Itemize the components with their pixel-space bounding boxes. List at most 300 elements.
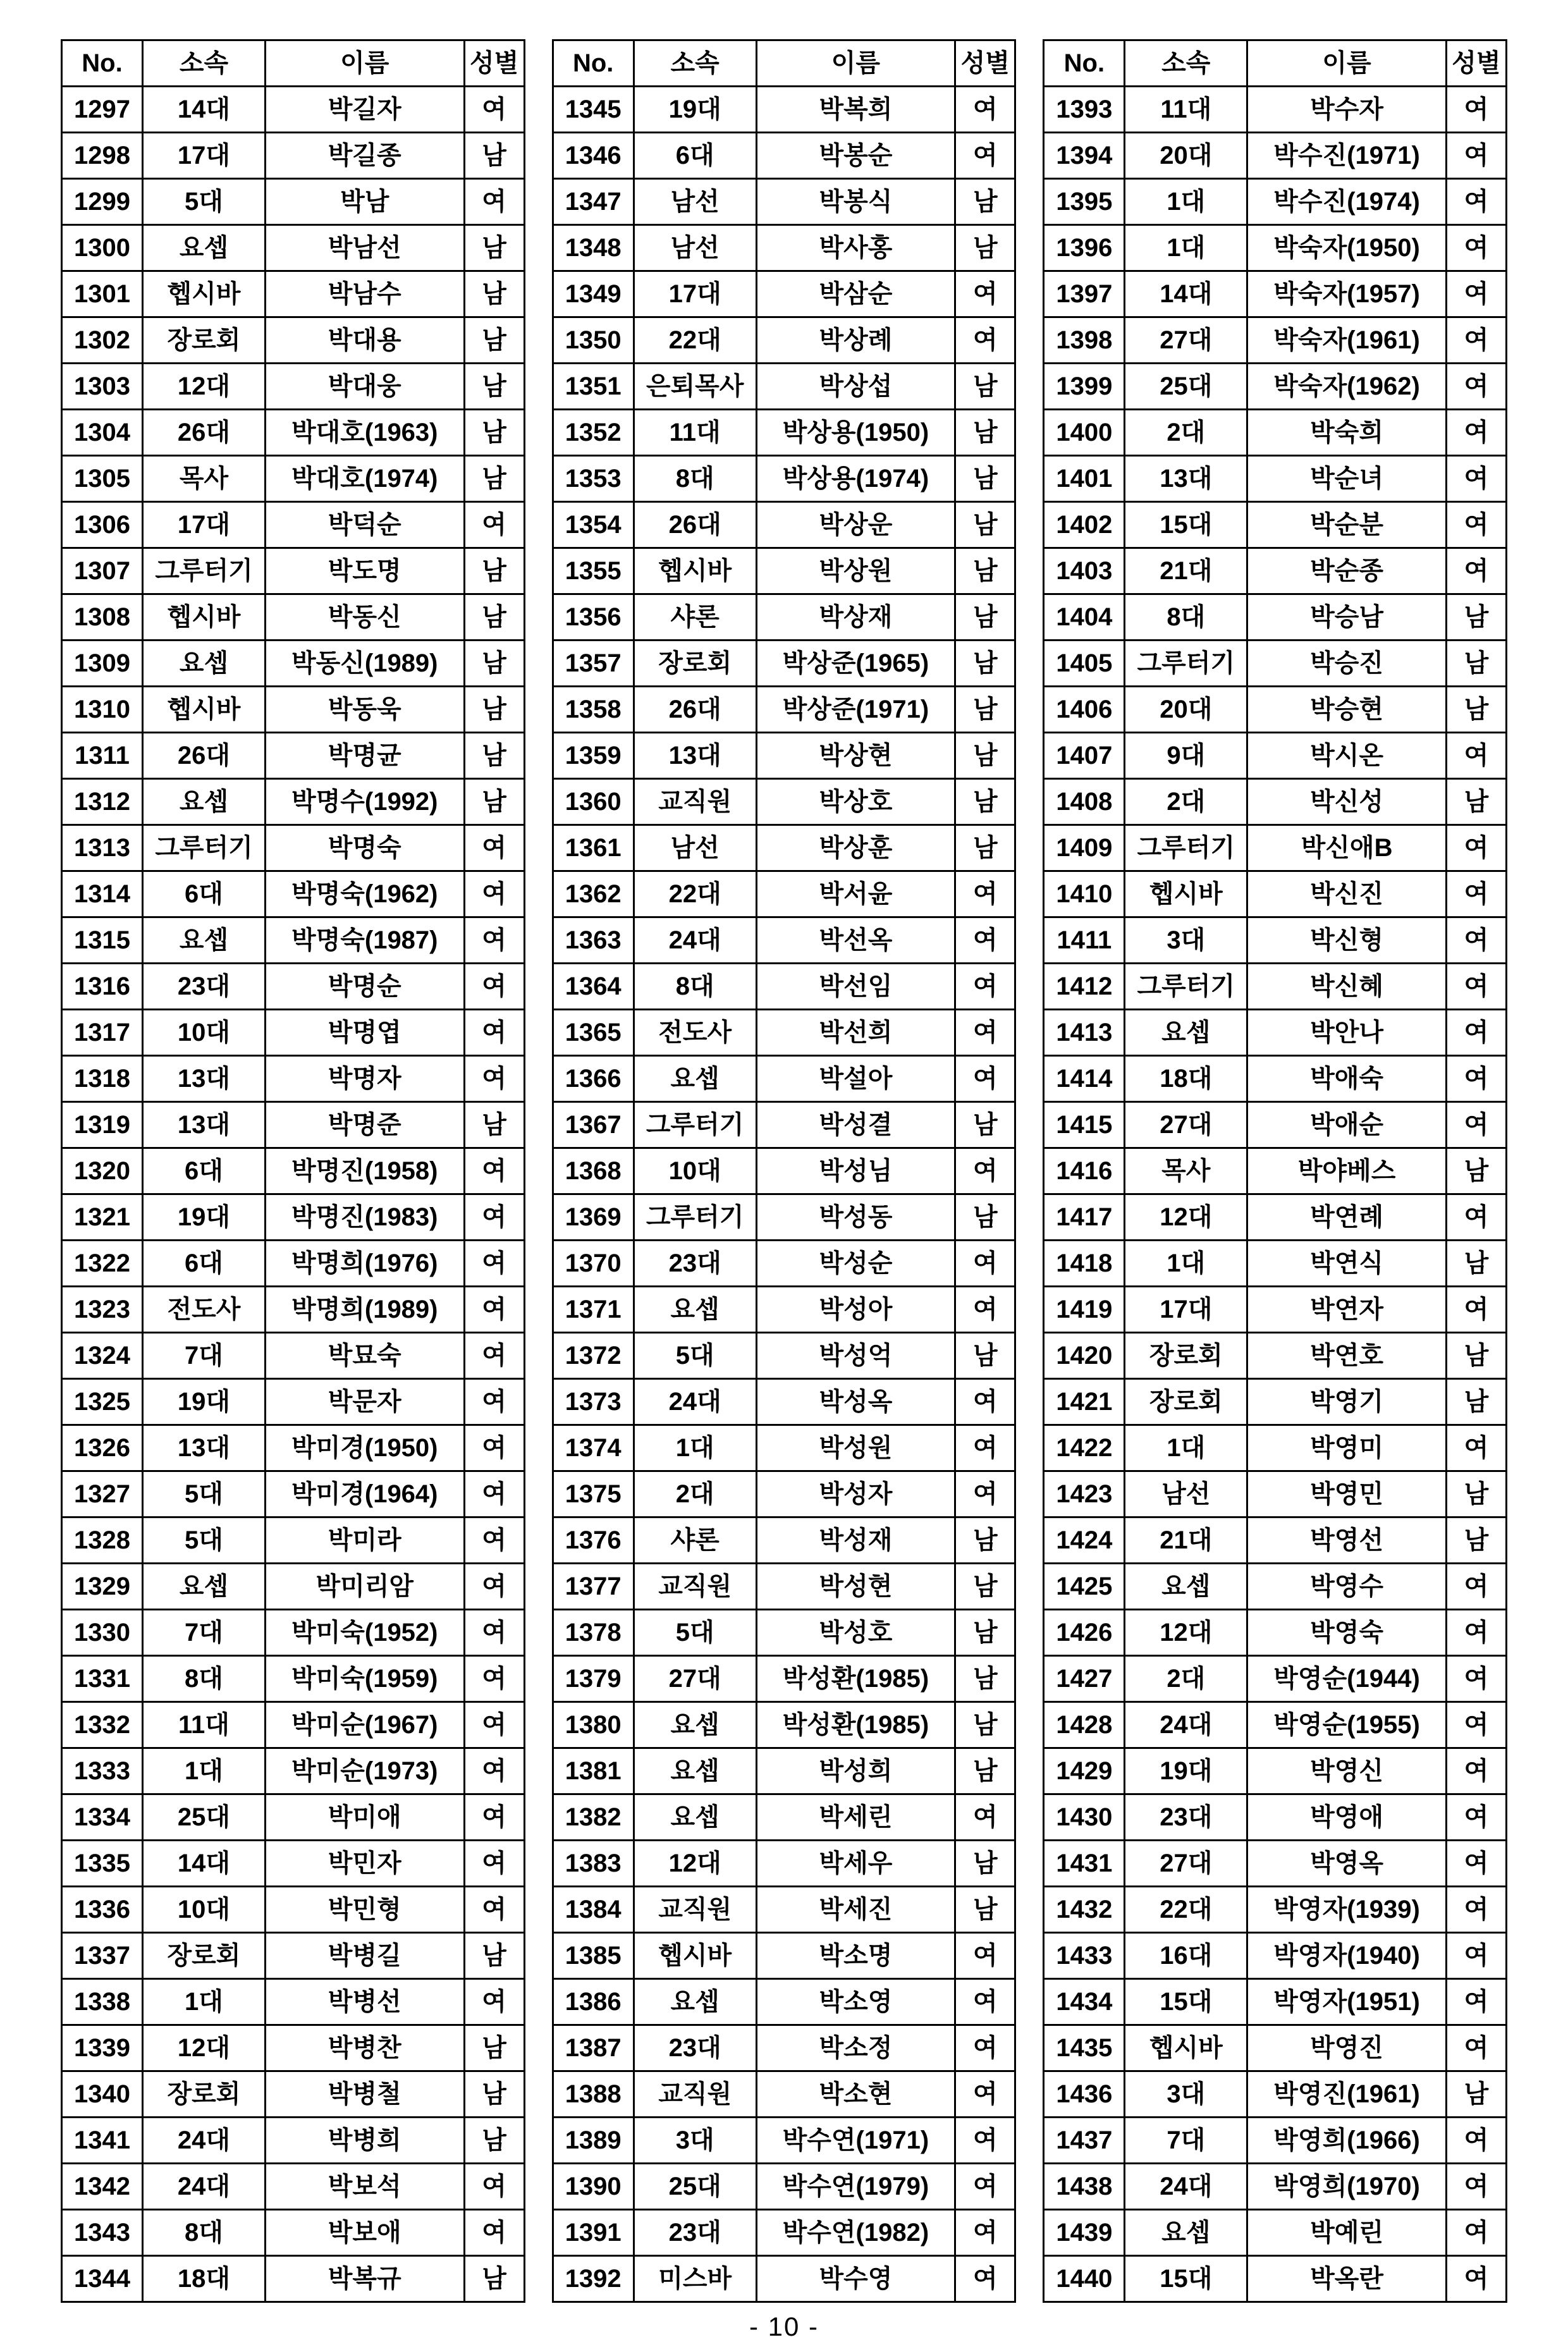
cell-name: 박영기 [1247, 1379, 1447, 1425]
cell-sex: 남 [955, 364, 1015, 410]
cell-dept: 17대 [143, 133, 266, 179]
cell-dept: 그루터기 [634, 1194, 756, 1241]
cell-name: 박소정 [756, 2025, 955, 2071]
table-row [553, 594, 1015, 641]
cell-name: 박신형 [1247, 917, 1447, 964]
cell-no: 1428 [1044, 1702, 1125, 1748]
cell-name: 박동욱 [265, 687, 464, 733]
cell-dept: 7대 [1125, 2118, 1247, 2164]
cell-sex: 여 [464, 1333, 524, 1379]
cell-name: 박성환(1985) [756, 1656, 955, 1702]
column-header-no: No. [62, 40, 143, 87]
table-row [1044, 87, 1507, 133]
roster-body-3 [1044, 87, 1507, 2302]
table-row [1044, 2164, 1507, 2210]
table-row [1044, 641, 1507, 687]
cell-dept: 요셉 [634, 1287, 756, 1333]
cell-dept: 10대 [143, 1887, 266, 1933]
cell-no: 1328 [62, 1517, 143, 1564]
cell-sex: 남 [464, 548, 524, 594]
table-row [1044, 2210, 1507, 2256]
table-row [1044, 825, 1507, 871]
cell-name: 박민형 [265, 1887, 464, 1933]
cell-sex: 남 [1446, 2071, 1506, 2118]
table-row [1044, 133, 1507, 179]
cell-no: 1360 [553, 779, 634, 825]
table-row [1044, 1333, 1507, 1379]
table-row [553, 502, 1015, 548]
cell-dept: 12대 [1125, 1610, 1247, 1656]
table-row [553, 317, 1015, 364]
cell-no: 1402 [1044, 502, 1125, 548]
cell-no: 1316 [62, 964, 143, 1010]
table-row [1044, 2118, 1507, 2164]
cell-sex: 남 [464, 1102, 524, 1148]
table-row [62, 1333, 525, 1379]
cell-name: 박영숙 [1247, 1610, 1447, 1656]
cell-no: 1437 [1044, 2118, 1125, 2164]
cell-sex: 여 [1446, 871, 1506, 917]
table-row [1044, 1564, 1507, 1610]
cell-no: 1364 [553, 964, 634, 1010]
cell-sex: 여 [1446, 225, 1506, 271]
cell-dept: 24대 [143, 2164, 266, 2210]
cell-name: 박연식 [1247, 1241, 1447, 1287]
cell-no: 1319 [62, 1102, 143, 1148]
table-row [62, 317, 525, 364]
cell-dept: 21대 [1125, 1517, 1247, 1564]
table-row [62, 410, 525, 456]
column-header-sex: 성별 [955, 40, 1015, 87]
cell-dept: 12대 [143, 364, 266, 410]
table-row [553, 779, 1015, 825]
cell-no: 1412 [1044, 964, 1125, 1010]
cell-sex: 여 [1446, 410, 1506, 456]
cell-dept: 5대 [143, 179, 266, 225]
cell-sex: 남 [464, 2071, 524, 2118]
cell-sex: 여 [955, 1148, 1015, 1194]
cell-name: 박수영 [756, 2256, 955, 2302]
cell-dept: 1대 [1125, 179, 1247, 225]
cell-no: 1308 [62, 594, 143, 641]
cell-dept: 15대 [1125, 502, 1247, 548]
cell-no: 1363 [553, 917, 634, 964]
cell-dept: 헵시바 [143, 271, 266, 317]
cell-sex: 남 [955, 1887, 1015, 1933]
table-row [62, 1102, 525, 1148]
table-row [1044, 456, 1507, 502]
cell-dept: 27대 [1125, 1841, 1247, 1887]
cell-dept: 24대 [143, 2118, 266, 2164]
cell-no: 1344 [62, 2256, 143, 2302]
cell-dept: 13대 [143, 1056, 266, 1102]
cell-sex: 여 [1446, 364, 1506, 410]
cell-no: 1404 [1044, 594, 1125, 641]
cell-dept: 장로회 [1125, 1333, 1247, 1379]
cell-sex: 남 [955, 594, 1015, 641]
cell-sex: 남 [955, 1841, 1015, 1887]
table-row [1044, 1656, 1507, 1702]
cell-name: 박승진 [1247, 641, 1447, 687]
cell-name: 박상재 [756, 594, 955, 641]
cell-name: 박성동 [756, 1194, 955, 1241]
cell-name: 박미경(1950) [265, 1425, 464, 1471]
cell-name: 박미리암 [265, 1564, 464, 1610]
cell-no: 1398 [1044, 317, 1125, 364]
table-row [553, 964, 1015, 1010]
table-row [553, 1241, 1015, 1287]
table-row [1044, 1425, 1507, 1471]
cell-name: 박병철 [265, 2071, 464, 2118]
cell-sex: 여 [955, 2071, 1015, 2118]
cell-sex: 여 [1446, 179, 1506, 225]
table-row [553, 1425, 1015, 1471]
roster-block-2 [552, 39, 1017, 2303]
cell-no: 1432 [1044, 1887, 1125, 1933]
cell-dept: 12대 [143, 2025, 266, 2071]
cell-no: 1331 [62, 1656, 143, 1702]
table-row [553, 1794, 1015, 1841]
cell-dept: 9대 [1125, 733, 1247, 779]
cell-dept: 19대 [634, 87, 756, 133]
cell-sex: 여 [464, 2164, 524, 2210]
cell-no: 1359 [553, 733, 634, 779]
table-row [553, 1517, 1015, 1564]
cell-sex: 남 [955, 733, 1015, 779]
cell-no: 1376 [553, 1517, 634, 1564]
cell-no: 1305 [62, 456, 143, 502]
cell-no: 1320 [62, 1148, 143, 1194]
cell-sex: 여 [1446, 2164, 1506, 2210]
cell-dept: 1대 [1125, 1241, 1247, 1287]
cell-no: 1385 [553, 1933, 634, 1979]
cell-sex: 여 [464, 1794, 524, 1841]
table-row [62, 2256, 525, 2302]
cell-name: 박도명 [265, 548, 464, 594]
table-row [62, 548, 525, 594]
cell-no: 1390 [553, 2164, 634, 2210]
cell-name: 박영진 [1247, 2025, 1447, 2071]
cell-no: 1415 [1044, 1102, 1125, 1148]
table-row [1044, 1841, 1507, 1887]
cell-sex: 여 [464, 1610, 524, 1656]
cell-dept: 6대 [143, 871, 266, 917]
table-row [553, 1102, 1015, 1148]
cell-sex: 여 [464, 1656, 524, 1702]
cell-dept: 헵시바 [143, 687, 266, 733]
cell-sex: 여 [464, 1841, 524, 1887]
cell-sex: 남 [955, 1333, 1015, 1379]
table-row [1044, 364, 1507, 410]
cell-no: 1381 [553, 1748, 634, 1794]
cell-no: 1401 [1044, 456, 1125, 502]
cell-sex: 여 [1446, 1010, 1506, 1056]
column-header-dept: 소속 [1125, 40, 1247, 87]
table-row [1044, 179, 1507, 225]
column-header-name: 이름 [265, 40, 464, 87]
cell-sex: 남 [464, 2256, 524, 2302]
cell-sex: 여 [955, 317, 1015, 364]
cell-name: 박명자 [265, 1056, 464, 1102]
cell-sex: 남 [955, 825, 1015, 871]
cell-sex: 남 [1446, 1333, 1506, 1379]
table-row [553, 2025, 1015, 2071]
cell-no: 1335 [62, 1841, 143, 1887]
cell-dept: 그루터기 [1125, 641, 1247, 687]
table-row [553, 641, 1015, 687]
table-row [553, 917, 1015, 964]
table-row [62, 2164, 525, 2210]
cell-sex: 남 [955, 1702, 1015, 1748]
cell-dept: 교직원 [634, 1564, 756, 1610]
cell-name: 박대호(1963) [265, 410, 464, 456]
cell-dept: 장로회 [143, 317, 266, 364]
table-row [62, 871, 525, 917]
table-row [553, 1287, 1015, 1333]
table-row [62, 87, 525, 133]
table-row [553, 456, 1015, 502]
cell-name: 박명엽 [265, 1010, 464, 1056]
cell-dept: 19대 [143, 1194, 266, 1241]
table-row [62, 594, 525, 641]
cell-name: 박연호 [1247, 1333, 1447, 1379]
cell-no: 1440 [1044, 2256, 1125, 2302]
cell-dept: 전도사 [634, 1010, 756, 1056]
table-row [1044, 1702, 1507, 1748]
cell-sex: 여 [464, 1564, 524, 1610]
cell-name: 박성희 [756, 1748, 955, 1794]
table-row [1044, 2025, 1507, 2071]
cell-dept: 남선 [634, 179, 756, 225]
cell-dept: 27대 [634, 1656, 756, 1702]
cell-no: 1408 [1044, 779, 1125, 825]
cell-dept: 헵시바 [634, 548, 756, 594]
cell-dept: 2대 [1125, 410, 1247, 456]
cell-dept: 2대 [634, 1471, 756, 1517]
table-row [62, 1656, 525, 1702]
table-row [1044, 1241, 1507, 1287]
cell-name: 박애순 [1247, 1102, 1447, 1148]
cell-no: 1343 [62, 2210, 143, 2256]
table-row [1044, 917, 1507, 964]
column-header-no: No. [553, 40, 634, 87]
cell-dept: 17대 [634, 271, 756, 317]
table-row [62, 1564, 525, 1610]
cell-no: 1318 [62, 1056, 143, 1102]
cell-no: 1396 [1044, 225, 1125, 271]
table-row [553, 410, 1015, 456]
cell-sex: 여 [955, 1471, 1015, 1517]
cell-sex: 남 [955, 1102, 1015, 1148]
cell-name: 박숙자(1961) [1247, 317, 1447, 364]
table-row [62, 271, 525, 317]
cell-sex: 여 [1446, 2256, 1506, 2302]
cell-name: 박명숙(1987) [265, 917, 464, 964]
cell-dept: 8대 [634, 456, 756, 502]
cell-dept: 6대 [143, 1148, 266, 1194]
cell-dept: 헵시바 [1125, 2025, 1247, 2071]
cell-name: 박미순(1967) [265, 1702, 464, 1748]
table-row [1044, 1887, 1507, 1933]
table-row [62, 1425, 525, 1471]
cell-no: 1326 [62, 1425, 143, 1471]
cell-dept: 헵시바 [143, 594, 266, 641]
roster-body-2 [553, 87, 1015, 2302]
cell-sex: 남 [955, 410, 1015, 456]
cell-name: 박명진(1983) [265, 1194, 464, 1241]
table-row [62, 2210, 525, 2256]
cell-sex: 여 [955, 2210, 1015, 2256]
table-row [62, 225, 525, 271]
cell-sex: 여 [955, 917, 1015, 964]
cell-sex: 여 [955, 2164, 1015, 2210]
cell-sex: 여 [1446, 1564, 1506, 1610]
cell-dept: 14대 [143, 1841, 266, 1887]
cell-dept: 그루터기 [143, 548, 266, 594]
cell-sex: 여 [1446, 548, 1506, 594]
cell-name: 박선옥 [756, 917, 955, 964]
cell-name: 박봉식 [756, 179, 955, 225]
cell-name: 박상호 [756, 779, 955, 825]
cell-sex: 여 [464, 2210, 524, 2256]
cell-sex: 여 [1446, 271, 1506, 317]
cell-sex: 남 [955, 456, 1015, 502]
cell-name: 박명숙(1962) [265, 871, 464, 917]
cell-dept: 23대 [634, 2025, 756, 2071]
cell-no: 1323 [62, 1287, 143, 1333]
cell-no: 1383 [553, 1841, 634, 1887]
cell-dept: 19대 [143, 1379, 266, 1425]
cell-no: 1333 [62, 1748, 143, 1794]
cell-dept: 1대 [1125, 1425, 1247, 1471]
cell-sex: 남 [464, 225, 524, 271]
cell-dept: 3대 [1125, 917, 1247, 964]
cell-sex: 여 [955, 1933, 1015, 1979]
cell-name: 박영자(1951) [1247, 1979, 1447, 2025]
cell-sex: 여 [464, 1425, 524, 1471]
cell-name: 박예린 [1247, 2210, 1447, 2256]
cell-no: 1340 [62, 2071, 143, 2118]
cell-no: 1436 [1044, 2071, 1125, 2118]
cell-name: 박승남 [1247, 594, 1447, 641]
cell-no: 1422 [1044, 1425, 1125, 1471]
table-row [62, 687, 525, 733]
cell-dept: 25대 [143, 1794, 266, 1841]
cell-name: 박남수 [265, 271, 464, 317]
table-row [62, 456, 525, 502]
cell-dept: 요셉 [634, 1794, 756, 1841]
cell-sex: 남 [464, 2118, 524, 2164]
cell-name: 박성현 [756, 1564, 955, 1610]
cell-dept: 남선 [634, 825, 756, 871]
cell-name: 박길자 [265, 87, 464, 133]
cell-sex: 남 [955, 779, 1015, 825]
cell-no: 1336 [62, 1887, 143, 1933]
cell-dept: 27대 [1125, 317, 1247, 364]
cell-sex: 남 [464, 271, 524, 317]
cell-sex: 여 [1446, 917, 1506, 964]
cell-name: 박상운 [756, 502, 955, 548]
cell-dept: 20대 [1125, 687, 1247, 733]
cell-sex: 남 [464, 133, 524, 179]
cell-no: 1321 [62, 1194, 143, 1241]
cell-sex: 여 [955, 87, 1015, 133]
cell-name: 박대용 [265, 317, 464, 364]
cell-sex: 여 [1446, 825, 1506, 871]
cell-no: 1346 [553, 133, 634, 179]
cell-dept: 15대 [1125, 1979, 1247, 2025]
cell-sex: 남 [464, 1933, 524, 1979]
table-row [62, 502, 525, 548]
cell-no: 1403 [1044, 548, 1125, 594]
cell-dept: 1대 [143, 1979, 266, 2025]
cell-dept: 5대 [634, 1610, 756, 1656]
cell-dept: 26대 [143, 733, 266, 779]
cell-sex: 여 [955, 1056, 1015, 1102]
cell-dept: 23대 [634, 2210, 756, 2256]
cell-no: 1384 [553, 1887, 634, 1933]
cell-sex: 남 [464, 364, 524, 410]
cell-dept: 17대 [143, 502, 266, 548]
cell-sex: 여 [955, 2025, 1015, 2071]
cell-sex: 남 [464, 687, 524, 733]
cell-dept: 헵시바 [1125, 871, 1247, 917]
cell-dept: 18대 [1125, 1056, 1247, 1102]
cell-dept: 1대 [1125, 225, 1247, 271]
cell-name: 박성옥 [756, 1379, 955, 1425]
cell-dept: 10대 [634, 1148, 756, 1194]
table-row [553, 1702, 1015, 1748]
cell-name: 박신혜 [1247, 964, 1447, 1010]
table-row [553, 1194, 1015, 1241]
cell-dept: 3대 [1125, 2071, 1247, 2118]
cell-name: 박세진 [756, 1887, 955, 1933]
cell-no: 1339 [62, 2025, 143, 2071]
cell-dept: 5대 [634, 1333, 756, 1379]
cell-no: 1386 [553, 1979, 634, 2025]
cell-name: 박상원 [756, 548, 955, 594]
cell-name: 박순종 [1247, 548, 1447, 594]
table-row [62, 1241, 525, 1287]
cell-name: 박성환(1985) [756, 1702, 955, 1748]
cell-dept: 장로회 [143, 2071, 266, 2118]
cell-dept: 17대 [1125, 1287, 1247, 1333]
cell-no: 1434 [1044, 1979, 1125, 2025]
cell-name: 박순녀 [1247, 456, 1447, 502]
table-row [62, 1287, 525, 1333]
cell-no: 1349 [553, 271, 634, 317]
table-row [62, 133, 525, 179]
cell-no: 1420 [1044, 1333, 1125, 1379]
table-row [553, 87, 1015, 133]
cell-no: 1439 [1044, 2210, 1125, 2256]
cell-dept: 16대 [1125, 1933, 1247, 1979]
cell-no: 1438 [1044, 2164, 1125, 2210]
table-row [62, 1610, 525, 1656]
cell-no: 1392 [553, 2256, 634, 2302]
table-row [1044, 502, 1507, 548]
cell-dept: 13대 [1125, 456, 1247, 502]
table-row [62, 2071, 525, 2118]
cell-dept: 샤론 [634, 1517, 756, 1564]
cell-dept: 장로회 [143, 1933, 266, 1979]
cell-dept: 요셉 [1125, 1010, 1247, 1056]
cell-sex: 남 [955, 1517, 1015, 1564]
table-row [553, 1610, 1015, 1656]
column-header-sex: 성별 [464, 40, 524, 87]
cell-dept: 6대 [634, 133, 756, 179]
cell-name: 박보애 [265, 2210, 464, 2256]
